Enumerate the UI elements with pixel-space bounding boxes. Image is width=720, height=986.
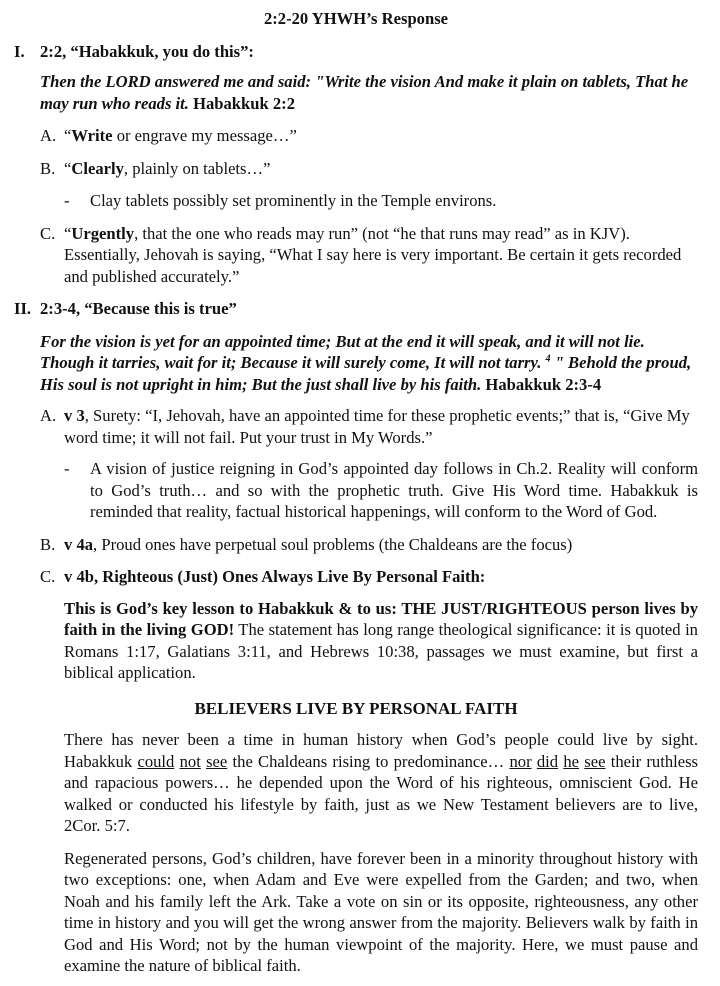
section-1-title: 2:2, “Habakkuk, you do this”: [40, 41, 254, 61]
quote-line: Though it tarries, wait for it; Because it will surely come, It will not tarry. [40, 353, 542, 372]
section-1-item-b-subpoint [64, 190, 698, 212]
item-keyword: Urgently [71, 223, 135, 243]
verse-number: 4 [545, 353, 551, 365]
section-1-item-b [40, 158, 698, 180]
item-label: C. [40, 567, 56, 586]
page-title: 2:2-20 YHWH’s Response [263, 9, 449, 28]
section-2-item-c [40, 566, 698, 588]
item-keyword: Clearly [71, 158, 124, 178]
item-text: v 4a, Proud ones have perpetual soul problems (the Chaldeans are the focus) [64, 534, 573, 554]
item-label: C. [40, 223, 56, 243]
item-label: B. [40, 534, 56, 554]
section-2-item-a-subpoint [64, 458, 698, 523]
item-keyword: Write [71, 126, 113, 145]
section-1-numeral: I. [14, 41, 25, 61]
item-label: A. [40, 126, 57, 145]
section-1-heading [14, 41, 698, 63]
scripture-reference: Habakkuk 2:2 [193, 93, 295, 113]
section-2-item-b [40, 534, 698, 556]
item-label: A. [40, 406, 57, 425]
item-keyword: v 3 [64, 406, 85, 425]
subpoint-text: Clay tablets possibly set prominently in the Temple environs. [90, 191, 497, 210]
quote-line: Then the LORD answered me and said: "Write the vision And make it plain on tablets, [40, 72, 631, 91]
item-text: v 3, Surety: “I, Jehovah, have an appointed time for these prophetic events;” that is, “Give My word time; it will not fail. Put your trust in My Words.” [64, 406, 690, 447]
section-1-scripture-quote [40, 71, 698, 114]
dash-bullet: - [64, 459, 70, 478]
item-text: “Write or engrave my message…” [64, 126, 297, 145]
section-1-item-c [40, 223, 698, 288]
section-2-item-a [40, 405, 698, 448]
key-lesson-paragraph [64, 598, 698, 684]
item-text: “Clearly, plainly on tablets…” [64, 158, 271, 178]
item-text: “Urgently, that the one who reads may run” (not “he that runs may read” as in KJV). Essentially, Jehovah is saying, “What I say here is very important. Be certain it gets recorded and published accurately.” [64, 223, 682, 286]
section-2-scripture-quote [40, 331, 698, 396]
section-1-item-a [40, 125, 698, 147]
section-2-numeral: II. [14, 299, 32, 318]
quote-line: That he may run who reads it. [40, 72, 689, 113]
scripture-reference: Habakkuk 2:3-4 [485, 374, 602, 394]
key-lesson-commentary: The statement has long range theological significance: it is quoted in Romans 1:17, Galatians 3:11, and Hebrews 10:38, passages we must examine, but first a biblical application. [64, 620, 698, 682]
key-lesson-statement: This is God’s key lesson to Habakkuk & to us: THE JUST/RIGHTEOUS person lives by faith in the living GOD! [64, 598, 698, 639]
section-2-title: 2:3-4, “Because this is true” [40, 299, 237, 318]
item-keyword: v 4b, Righteous (Just) Ones Always Live By Personal Faith: [64, 567, 486, 586]
quote-line: " Behold the proud, His soul is not upright in him; But the just shall live by his faith. [40, 353, 692, 394]
quote-line: For the vision is yet for an appointed time; But at the end it will speak, and it will not lie. [40, 331, 645, 351]
item-keyword: v 4a [64, 534, 94, 554]
believers-heading: BELIEVERS LIVE BY PERSONAL FAITH [194, 698, 518, 718]
item-label: B. [40, 158, 56, 178]
subpoint-text: A vision of justice reigning in God’s appointed day follows in Ch.2. Reality will conform to God’s truth… and so with the prophetic truth. Give His Word time. Habakkuk is reminded that reality, factual historical happenings, will conform to the Word of God. [90, 459, 698, 521]
believers-paragraph-2: Regenerated persons, God’s children, have forever been in a minority throughout history with two exceptions: one, when Adam and Eve were expelled from the Garden; and two, when Noah and his family left the Ark. Take a vote on sin or its opposite, righteousness, any other time in history and you will get the wrong answer from the majority. Believers walk by faith in God and His Word; not by the human viewpoint of the majority. Here, we must pause and examine the nature of biblical faith. [64, 848, 698, 975]
believers-paragraph-1: There has never been a time in human history when God’s people could live by sight. Habakkuk could not see the Chaldeans rising to predominance… nor did he see their ruthless and rapacious powers… he depended upon the Word of his righteous, omniscient God. He walked or conducted his lifestyle by faith, just as we New Testament believers are to live, 2Cor. 5:7. [64, 730, 699, 835]
dash-bullet: - [64, 191, 70, 210]
section-2-heading [14, 298, 698, 320]
